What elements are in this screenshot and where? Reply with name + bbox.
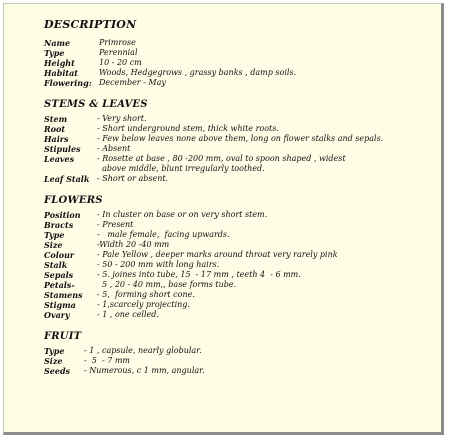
stalk-row: [44, 260, 433, 270]
row-value: 10 - 20 cm: [99, 58, 142, 67]
fruit-type-row: [44, 346, 433, 356]
stamens-row: [44, 290, 433, 300]
row-value: - Short underground stem, thick white roots.: [97, 124, 279, 133]
row-label: Colour: [44, 250, 75, 260]
row-label: Name: [44, 38, 71, 48]
flower-size-row: [44, 240, 433, 250]
row-label: Habitat: [44, 68, 78, 78]
row-label: Size: [44, 240, 63, 250]
row-label: Root: [44, 124, 66, 134]
row-value: Perennial: [99, 48, 138, 57]
row-value: -Width 20 -40 mm: [97, 240, 170, 249]
row-label: Stamens: [44, 290, 83, 300]
petals-row: [44, 280, 433, 290]
row-value: - 1 , one celled.: [97, 310, 159, 319]
leaves-row: [44, 154, 433, 174]
description-card: [3, 3, 444, 435]
flowers-heading: FLOWERS: [44, 195, 103, 206]
fruit-section: [44, 346, 433, 376]
row-label: Sepals: [44, 270, 74, 280]
row-value: Primrose: [99, 38, 136, 47]
habitat-row: [44, 68, 433, 78]
row-value: - 1,scarcely projecting.: [97, 300, 190, 309]
row-label: Seeds: [44, 366, 71, 376]
row-value: - In cluster on base or on very short stem.: [97, 210, 268, 219]
description-heading: DESCRIPTION: [44, 18, 137, 31]
fruit-heading: FRUIT: [44, 331, 82, 342]
fruit-size-row: [44, 356, 433, 366]
row-value: - 1 , capsule, nearly globular.: [84, 346, 202, 355]
row-value: - male female, facing upwards.: [97, 230, 230, 239]
stipules-row: [44, 144, 433, 154]
card-content: [44, 18, 433, 386]
row-label: Stipules: [44, 144, 81, 154]
row-label: Flowering:: [44, 78, 92, 88]
row-value: - 50 - 200 mm with long hairs.: [97, 260, 220, 269]
row-label: Bracts: [44, 220, 74, 230]
root-row: [44, 124, 433, 134]
row-label: Ovary: [44, 310, 70, 320]
stems-leaves-section: [44, 114, 433, 184]
row-value: Woods, Hedgegrows , grassy banks , damp soils.: [99, 68, 297, 77]
row-value: - Very short.: [97, 114, 147, 123]
row-label: Petals-: [44, 280, 75, 290]
ovary-row: [44, 310, 433, 320]
row-value: - 5. joines into tube, 15 - 17 mm , teeth 4 - 6 mm.: [97, 270, 301, 279]
row-value: December - May: [99, 78, 166, 87]
stems-leaves-heading: STEMS & LEAVES: [44, 99, 148, 110]
flowers-section: [44, 210, 433, 320]
flower-type-row: [44, 230, 433, 240]
row-value: - Pale Yellow , deeper marks around throat very rarely pink: [97, 250, 338, 259]
stigma-row: [44, 300, 433, 310]
row-value: 5 , 20 - 40 mm,, base forms tube.: [97, 280, 237, 289]
row-label: Type: [44, 346, 65, 356]
leaf-stalk-row: [44, 174, 433, 184]
row-value: - 5 - 7 mm: [84, 356, 131, 365]
colour-row: [44, 250, 433, 260]
hairs-row: [44, 134, 433, 144]
row-value: - Numerous, c 1 mm, angular.: [84, 366, 205, 375]
row-value: - Absent: [97, 144, 131, 153]
name-row: [44, 38, 433, 48]
flowering-row: [44, 78, 433, 88]
row-label: Size: [44, 356, 63, 366]
height-row: [44, 58, 433, 68]
row-label: Height: [44, 58, 75, 68]
row-label: Stigma: [44, 300, 76, 310]
row-value: - Short or absent.: [97, 174, 169, 183]
row-label: Leaves: [44, 154, 75, 164]
row-label: Hairs: [44, 134, 69, 144]
row-label: Stalk: [44, 260, 68, 270]
row-label: Stem: [44, 114, 68, 124]
position-row: [44, 210, 433, 220]
row-label: Leaf Stalk: [44, 174, 90, 184]
sepals-row: [44, 270, 433, 280]
row-label: Position: [44, 210, 81, 220]
row-value: - Few below leaves none above them, long on flower stalks and sepals.: [97, 134, 384, 143]
type-row: [44, 48, 433, 58]
row-value: - 5, forming short cone.: [97, 290, 195, 299]
description-section: [44, 38, 433, 88]
row-value: - Present: [97, 220, 134, 229]
bracts-row: [44, 220, 433, 230]
row-label: Type: [44, 48, 65, 58]
row-label: Type: [44, 230, 65, 240]
seeds-row: [44, 366, 433, 376]
stem-row: [44, 114, 433, 124]
row-value: - Rosette at base , 80 -200 mm, oval to spoon shaped , widest above middle, blunt irregularly toothed.: [97, 154, 346, 173]
